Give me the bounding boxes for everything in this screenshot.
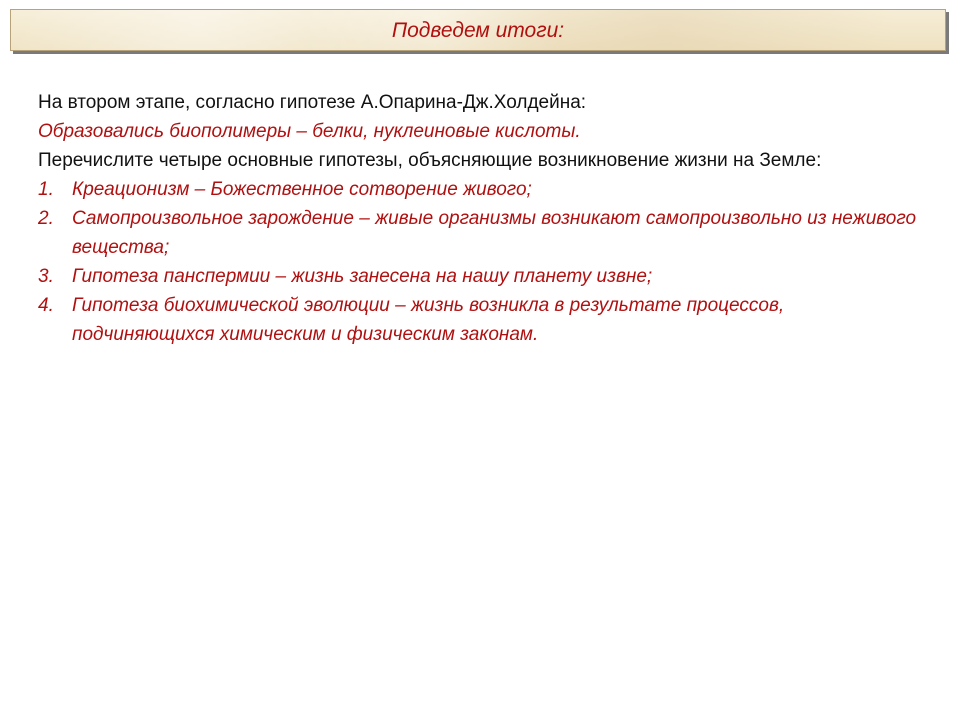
list-item xyxy=(38,291,918,349)
list-item-number: 2. xyxy=(38,208,54,229)
list-item-number: 1. xyxy=(38,179,54,200)
slide-content xyxy=(38,88,918,349)
list-item xyxy=(38,262,918,291)
question-text: Перечислите четыре основные гипотезы, объясняющие возникновение жизни на Земле: xyxy=(38,150,822,171)
hypotheses-list xyxy=(38,175,918,349)
title-bar xyxy=(10,9,946,51)
list-item xyxy=(38,204,918,262)
list-item-number: 3. xyxy=(38,266,54,287)
intro-text: На втором этапе, согласно гипотезе А.Опарина-Дж.Холдейна: xyxy=(38,92,587,113)
slide-title: Подведем итоги: xyxy=(391,19,565,42)
list-item-text: Самопроизвольное зарождение – живые организмы возникают самопроизвольно из неживого вещества; xyxy=(72,208,917,258)
list-item xyxy=(38,175,918,204)
answer-text: Образовались биополимеры – белки, нуклеиновые кислоты. xyxy=(38,121,581,142)
list-item-text: Гипотеза панспермии – жизнь занесена на нашу планету извне; xyxy=(72,266,653,287)
list-item-text: Гипотеза биохимической эволюции – жизнь возникла в результате процессов, подчиняющихся химическим и физическим законам. xyxy=(72,295,785,345)
list-item-text: Креационизм – Божественное сотворение живого; xyxy=(72,179,532,200)
list-item-number: 4. xyxy=(38,295,54,316)
